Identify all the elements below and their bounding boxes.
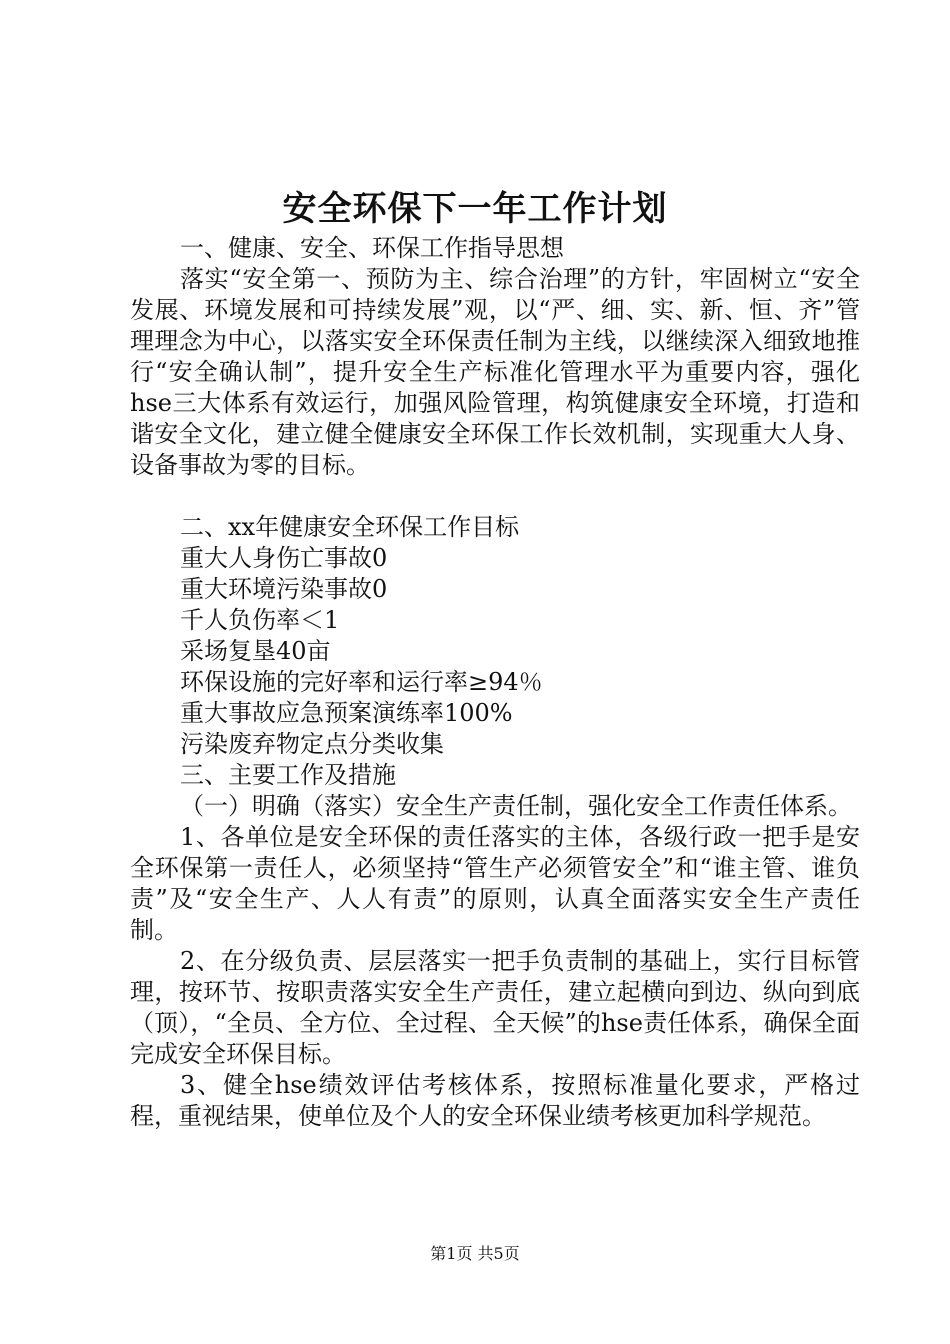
section-heading-3: 三、主要工作及措施 (180, 761, 396, 789)
section-heading-2: 二、xx年健康安全环保工作目标 (180, 513, 520, 541)
target-item: 重大事故应急预案演练率100% (180, 699, 513, 727)
target-item: 污染废弃物定点分类收集 (180, 730, 444, 758)
target-item: 重大环境污染事故0 (180, 575, 388, 603)
measure-paragraph-3: 3、健全hse绩效评估考核体系，按照标准量化要求，严格过程，重视结果，使单位及个人的安全环保业绩考核更加科学规范。 (130, 1071, 860, 1130)
target-item: 千人负伤率＜1 (180, 606, 340, 634)
page-number-footer: 第1页 共5页 (430, 1244, 520, 1263)
measure-paragraph-1: 1、各单位是安全环保的责任落实的主体，各级行政一把手是安全环保第一责任人，必须坚持“管生产必须管安全”和“谁主管、谁负责”及“安全生产、人人有责”的原则，认真全面落实安全生产责任制。 (130, 823, 860, 944)
document-title: 安全环保下一年工作计划 (282, 189, 668, 229)
document-body (130, 233, 860, 1132)
target-item: 采场复垦40亩 (180, 637, 331, 665)
measure-paragraph-2: 2、在分级负责、层层落实一把手负责制的基础上，实行目标管理，按环节、按职责落实安全生产责任，建立起横向到边、纵向到底（顶），“全员、全方位、全过程、全天候”的hse责任体系，确保全面完成安全环保目标。 (130, 947, 860, 1068)
section-heading-1: 一、健康、安全、环保工作指导思想 (180, 234, 564, 262)
subsection-heading-1: （一）明确（落实）安全生产责任制，强化安全工作责任体系。 (180, 792, 852, 820)
paragraph-spacer (130, 481, 860, 512)
target-item: 环保设施的完好率和运行率≥94％ (180, 668, 543, 696)
paragraph-guiding-idea: 落实“安全第一、预防为主、综合治理”的方针，牢固树立“安全发展、环境发展和可持续发展”观，以“严、细、实、新、恒、齐”管理理念为中心，以落实安全环保责任制为主线，以继续深入细致地推行“安全确认制”，提升安全生产标准化管理水平为重要内容，强化hse三大体系有效运行，加强风险管理，构筑健康安全环境，打造和谐安全文化，建立健全健康安全环保工作长效机制，实现重大人身、设备事故为零的目标。 (130, 265, 860, 479)
target-item: 重大人身伤亡事故0 (180, 544, 388, 572)
